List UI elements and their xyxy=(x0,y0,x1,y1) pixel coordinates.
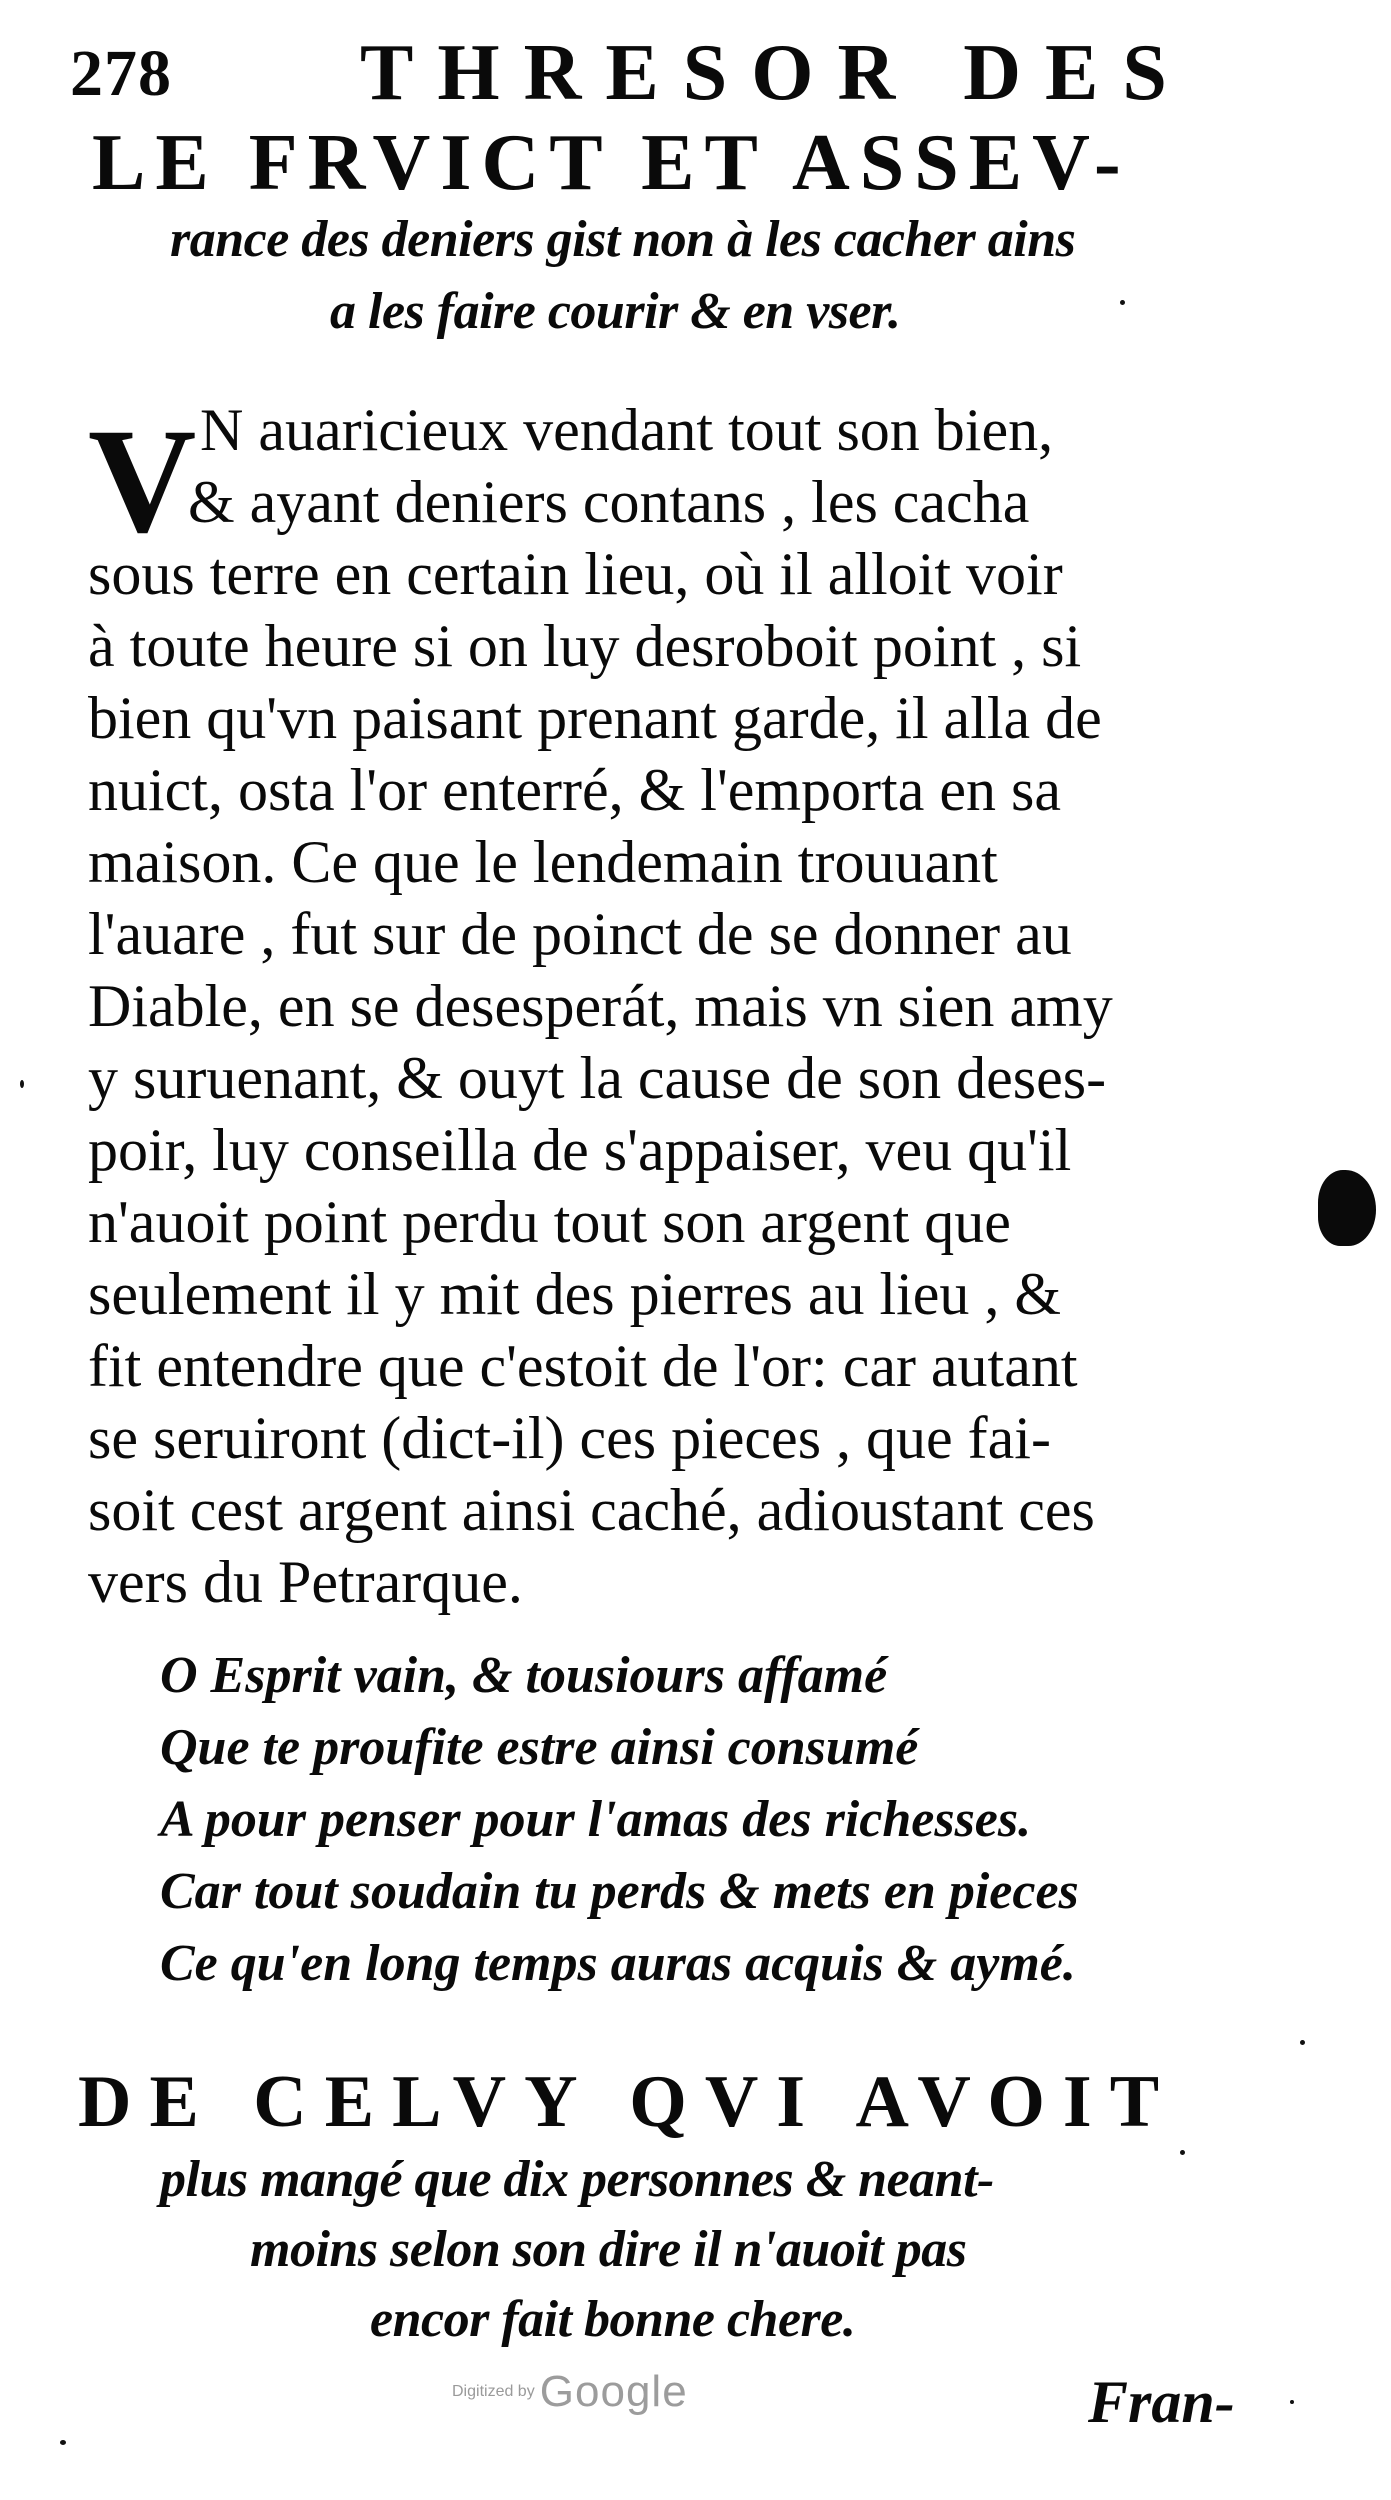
body-line: bien qu'vn paisant prenant garde, il alla de xyxy=(88,685,1102,751)
ink-speck xyxy=(20,1080,24,1088)
running-head xyxy=(70,28,1191,118)
body-line: vers du Petrarque. xyxy=(88,1549,523,1615)
section-heading-line: plus mangé que dix personnes & neant- xyxy=(160,2151,994,2208)
poem-line: Ce qu'en long temps auras acquis & aymé. xyxy=(160,1935,1076,1992)
poem-line: Car tout soudain tu perds & mets en pieces xyxy=(160,1863,1079,1920)
page-number: 278 xyxy=(70,37,172,110)
poem-line: O Esprit vain, & tousiours affamé xyxy=(160,1647,888,1704)
watermark-logo-text: Google xyxy=(539,2367,688,2416)
body-line: seulement il y mit des pierres au lieu , & xyxy=(88,1261,1062,1327)
body-line: sous terre en certain lieu, où il alloit voir xyxy=(88,541,1063,607)
body-line: nuict, osta l'or enterré, & l'emporta en sa xyxy=(88,757,1061,823)
body-line: poir, luy conseilla de s'appaiser, veu qu'il xyxy=(88,1117,1072,1183)
drop-cap-initial: V xyxy=(88,398,197,564)
ink-speck xyxy=(1290,2400,1294,2404)
body-line: y suruenant, & ouyt la cause de son deses- xyxy=(88,1045,1107,1111)
body-line: N auaricieux vendant tout son bien, xyxy=(200,397,1054,463)
body-line: l'auare , fut sur de poinct de se donner au xyxy=(88,901,1072,967)
section-heading-caps: DE CELVY QVI AVOIT xyxy=(78,2061,1178,2143)
body-line: se seruiront (dict-il) ces pieces , que fai- xyxy=(88,1405,1051,1471)
poem-line: A pour penser pour l'amas des richesses. xyxy=(160,1791,1032,1848)
running-title: THRESOR DES xyxy=(360,29,1191,117)
section-heading-line: rance des deniers gist non à les cacher ains xyxy=(170,211,1076,268)
poem-line: Que te proufite estre ainsi consumé xyxy=(160,1719,919,1776)
body-line: soit cest argent ainsi caché, adioustant ces xyxy=(88,1477,1095,1543)
ink-blot xyxy=(1318,1170,1376,1246)
digitized-watermark xyxy=(452,2367,688,2427)
section-heading-line: encor fait bonne chere. xyxy=(370,2291,856,2348)
body-line: à toute heure si on luy desroboit point , si xyxy=(88,613,1082,679)
section-heading-line: a les faire courir & en vser. xyxy=(330,283,901,340)
ink-speck xyxy=(1300,2040,1305,2045)
ink-speck xyxy=(1180,2150,1185,2155)
body-line: fit entendre que c'estoit de l'or: car autant xyxy=(88,1333,1078,1399)
ink-speck xyxy=(60,2440,66,2445)
body-line: maison. Ce que le lendemain trouuant xyxy=(88,829,998,895)
ink-speck xyxy=(1120,300,1125,305)
section-heading-caps: LE FRVICT ET ASSEV- xyxy=(92,119,1131,207)
body-line: & ayant deniers contans , les cacha xyxy=(188,469,1030,535)
body-line: n'auoit point perdu tout son argent que xyxy=(88,1189,1011,1255)
watermark-small-text: Digitized by xyxy=(452,2383,535,2400)
catchword: Fran- xyxy=(1088,2369,1235,2435)
section-heading-line: moins selon son dire il n'auoit pas xyxy=(250,2221,967,2278)
body-line: Diable, en se desesperát, mais vn sien amy xyxy=(88,973,1113,1039)
